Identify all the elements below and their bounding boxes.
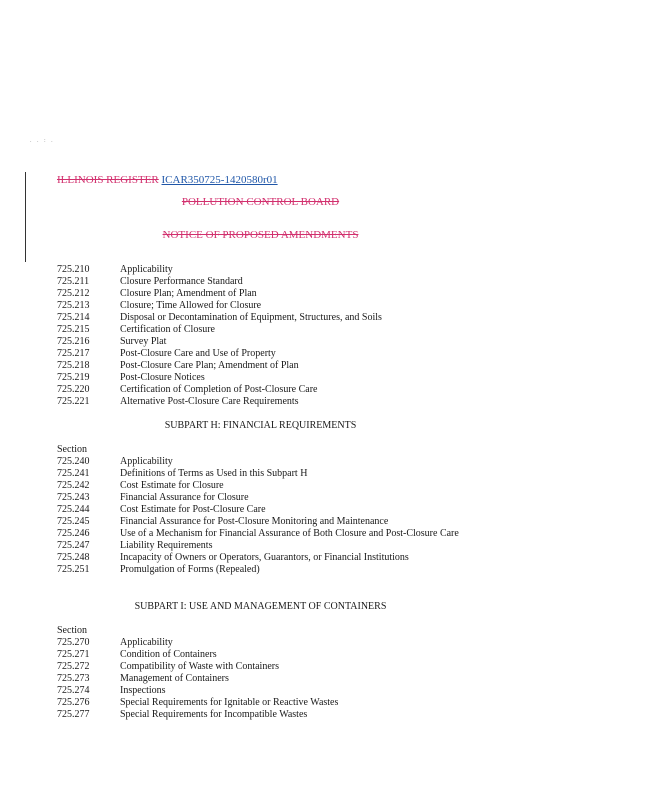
section-title: Alternative Post-Closure Care Requirements [120,396,299,407]
section-number: 725.248 [57,552,90,563]
stray-mark: . . : . [30,138,55,144]
section-entry [57,564,460,576]
section-number: 725.221 [57,396,90,407]
section-title: Post-Closure Notices [120,372,205,383]
section-number: 725.272 [57,661,90,672]
subpart-i-heading: SUBPART I: USE AND MANAGEMENT OF CONTAINERS [134,601,387,612]
section-number: 725.246 [57,528,90,539]
section-entry [57,637,460,649]
section-number: 725.218 [57,360,90,371]
section-entry [57,709,460,721]
section-number: 725.214 [57,312,90,323]
section-entry [57,336,460,348]
section-entry [57,480,460,492]
section-entry [57,288,460,300]
section-number: 725.213 [57,300,90,311]
section-entry [57,661,460,673]
section-number: 725.240 [57,456,90,467]
section-title: Incapacity of Owners or Operators, Guarantors, or Financial Institutions [120,552,409,563]
section-column-label: Section [57,444,87,455]
section-entry [57,360,460,372]
section-entry [57,300,460,312]
section-column-label: Section [57,625,87,636]
section-number: 725.241 [57,468,90,479]
section-title: Survey Plat [120,336,167,347]
section-title: Applicability [120,264,173,275]
section-entry [57,456,460,468]
section-number: 725.217 [57,348,90,359]
section-number: 725.216 [57,336,90,347]
section-entry [57,673,460,685]
section-number: 725.242 [57,480,90,491]
section-title: Cost Estimate for Post-Closure Care [120,504,266,515]
section-entry [57,540,460,552]
section-entry [57,492,460,504]
section-title: Disposal or Decontamination of Equipment, Structures, and Soils [120,312,382,323]
section-entry [57,697,460,709]
section-title: Liability Requirements [120,540,213,551]
section-entry [57,324,460,336]
section-number: 725.274 [57,685,90,696]
section-number: 725.245 [57,516,90,527]
section-entry [57,468,460,480]
section-number: 725.270 [57,637,90,648]
section-entry [57,552,460,564]
section-number: 725.247 [57,540,90,551]
section-number: 725.251 [57,564,90,575]
section-title: Post-Closure Care Plan; Amendment of Plan [120,360,299,371]
section-entry [57,372,460,384]
section-entry [57,264,460,276]
section-title: Certification of Closure [120,324,215,335]
notice-title-deleted: NOTICE OF PROPOSED AMENDMENTS [162,229,359,241]
section-entry [57,312,460,324]
section-title: Definitions of Terms as Used in this Subpart H [120,468,308,479]
section-entry [57,384,460,396]
section-list-subpart-h [57,444,460,576]
section-number: 725.220 [57,384,90,395]
section-title: Inspections [120,685,166,696]
section-entry [57,685,460,697]
subpart-h-heading: SUBPART H: FINANCIAL REQUIREMENTS [164,420,357,431]
section-number: 725.271 [57,649,90,660]
section-number: 725.244 [57,504,90,515]
section-title: Cost Estimate for Closure [120,480,224,491]
section-title: Closure Plan; Amendment of Plan [120,288,257,299]
section-title: Condition of Containers [120,649,217,660]
section-entry [57,396,460,408]
section-number: 725.243 [57,492,90,503]
section-title: Closure; Time Allowed for Closure [120,300,262,311]
section-title: Closure Performance Standard [120,276,243,287]
section-entry [57,516,460,528]
section-number: 725.273 [57,673,90,684]
section-title: Post-Closure Care and Use of Property [120,348,276,359]
board-title-deleted: POLLUTION CONTROL BOARD [181,196,340,208]
section-list-subpart-i [57,625,460,721]
section-title: Special Requirements for Incompatible Wastes [120,709,308,720]
section-title: Certification of Completion of Post-Closure Care [120,384,318,395]
section-list-subpart-g [57,264,460,408]
section-title: Applicability [120,637,173,648]
section-number: 725.212 [57,288,90,299]
section-number: 725.276 [57,697,90,708]
section-title: Promulgation of Forms (Repealed) [120,564,260,575]
section-title: Financial Assurance for Closure [120,492,249,503]
section-entry [57,504,460,516]
section-title: Use of a Mechanism for Financial Assurance of Both Closure and Post-Closure Care [120,528,459,539]
section-entry [57,348,460,360]
register-title-deleted: ILLINOIS REGISTER [57,174,159,186]
section-number: 725.215 [57,324,90,335]
section-number: 725.277 [57,709,90,720]
section-number: 725.211 [57,276,90,287]
section-number: 725.219 [57,372,90,383]
section-entry [57,276,460,288]
section-entry [57,528,460,540]
section-number: 725.210 [57,264,90,275]
section-title: Special Requirements for Ignitable or Reactive Wastes [120,697,339,708]
section-title: Financial Assurance for Post-Closure Monitoring and Maintenance [120,516,389,527]
register-id-inserted: ICAR350725-1420580r01 [161,174,278,186]
section-title: Applicability [120,456,173,467]
register-header [57,174,278,186]
section-title: Management of Containers [120,673,229,684]
section-entry [57,649,460,661]
section-title: Compatibility of Waste with Containers [120,661,279,672]
revision-change-bar [25,172,26,262]
